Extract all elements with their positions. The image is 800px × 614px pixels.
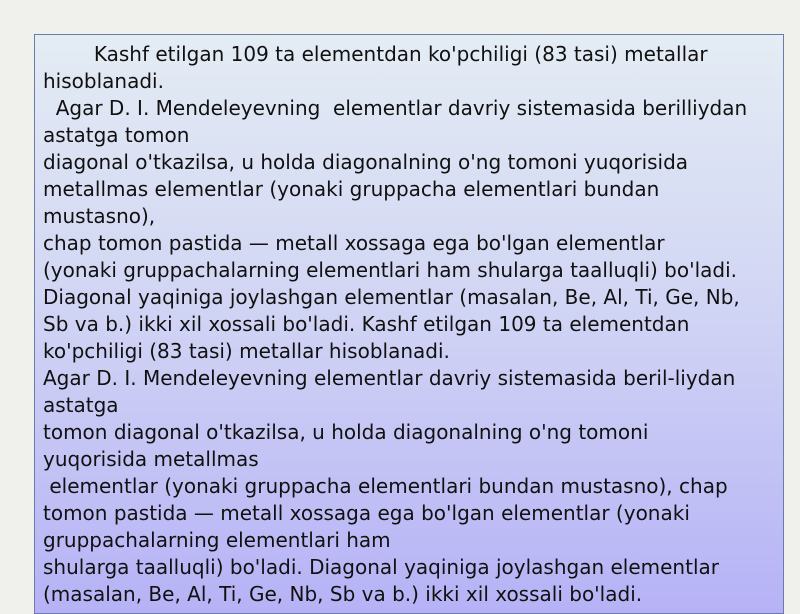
text-line: tomon pastida — metall xossaga ega bo'lgan elementlar (yonaki (43, 501, 690, 525)
text-line: chap tomon pastida — metall xossaga ega bo'lgan elementlar (43, 231, 665, 255)
text-line: Sb va b.) ikki xil xossali bo'ladi. Kashf etilgan 109 ta elementdan (43, 312, 690, 336)
slide-text-panel (34, 34, 784, 614)
text-line: shularga taalluqli) bo'ladi. Diagonal yaqiniga joylashgan elementlar (43, 555, 719, 579)
text-line: diagonal o'tkazilsa, u holda diagonalning o'ng tomoni yuqorisida (43, 150, 689, 174)
text-line: mustasno), (43, 204, 156, 228)
text-line: elementlar (yonaki gruppacha elementlari bundan mustasno), chap (43, 474, 728, 498)
text-line: hisoblanadi. (43, 69, 164, 93)
text-line: astatga (43, 393, 119, 417)
text-line: Agar D. I. Mendeleyevning elementlar davriy sistemasida berilliydan (43, 96, 748, 120)
text-line: gruppachalarning elementlari ham (43, 528, 391, 552)
text-line: (yonaki gruppachalarning elementlari ham shularga taalluqli) bo'ladi. (43, 258, 738, 282)
text-line: Agar D. I. Mendeleyevning elementlar davriy sistemasida beril-liydan (43, 366, 736, 390)
text-line: Diagonal yaqiniga joylashgan elementlar (masalan, Be, Al, Ti, Ge, Nb, (43, 285, 740, 309)
text-line: ko'pchiligi (83 tasi) metallar hisoblanadi. (43, 339, 450, 363)
text-line: (masalan, Be, Al, Ti, Ge, Nb, Sb va b.) ikki xil xossali bo'ladi. (43, 582, 643, 606)
text-line: tomon diagonal o'tkazilsa, u holda diagonalning o'ng tomoni (43, 420, 649, 444)
body-text (43, 41, 779, 608)
text-line: astatga tomon (43, 123, 190, 147)
text-line: yuqorisida metallmas (43, 447, 259, 471)
text-line: Kashf etilgan 109 ta elementdan ko'pchiligi (83 tasi) metallar (43, 42, 708, 66)
text-line: metallmas elementlar (yonaki gruppacha elementlari bundan (43, 177, 660, 201)
